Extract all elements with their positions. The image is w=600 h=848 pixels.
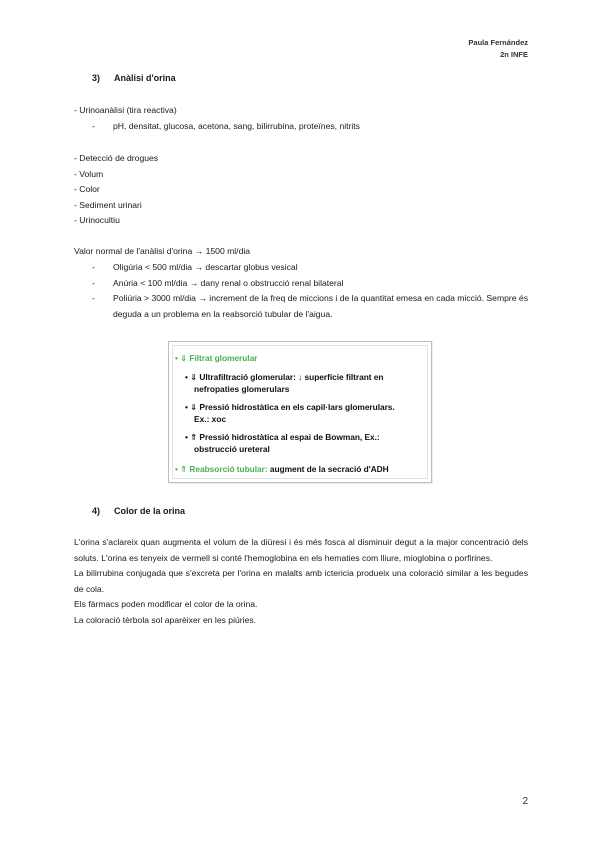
list-item: - Color bbox=[74, 184, 100, 195]
list-item: - Poliúria > 3000 ml/dia → increment de la freq de miccions i de la quantitat emesa en cada micció. Sempre és deguda a un problema en la reabsorció tubular de l'aigua. bbox=[92, 291, 528, 322]
urinoanalisi-item: - pH, densitat, glucosa, acetona, sang, bilirrubina, proteïnes, nitrits bbox=[92, 121, 360, 131]
figure-heading bbox=[175, 353, 257, 363]
figure-line-reabsorcio bbox=[175, 464, 389, 474]
figure-reabsorcio-label: • ⇑ Reabsorció tubular: bbox=[175, 464, 268, 474]
urinoanalisi-label: - Urinoanàlisi (tira reactiva) bbox=[74, 105, 177, 115]
list-item: - Urinocultiu bbox=[74, 215, 120, 226]
anuria-text: Anúria < 100 ml/dia → dany renal o obstrucció renal bilateral bbox=[113, 277, 344, 288]
list-item: - Volum bbox=[74, 168, 104, 179]
paragraph: La bilirrubina conjugada que s'excreta per l'orina en malalts amb ictericia produeix una coloració similar a les begudes de cola. bbox=[74, 568, 528, 594]
color-body bbox=[74, 535, 528, 629]
author-name: Paula Fernández bbox=[468, 38, 528, 47]
oliguria-text: Oligúria < 500 ml/dia → descartar globus vesical bbox=[113, 262, 298, 272]
valor-list bbox=[92, 260, 528, 322]
figure-line-pressio-bowman: • ⇑ Pressió hidrostàtica al espai de Bowman, Ex.: bbox=[185, 432, 380, 442]
valor-normal-intro: Valor normal de l'anàlisi d'orina → 1500 ml/dia bbox=[74, 246, 251, 256]
filtrat-glomerular-figure bbox=[168, 341, 432, 483]
poliuria-text: Poliúria > 3000 ml/dia → increment de la freq de miccions i de la quantitat emesa en cada micció. Sempre és deguda a un problema en la reabsorció tubular de l'aigua. bbox=[113, 293, 528, 319]
paragraph: La coloració tèrbola sol aparèixer en les piúries. bbox=[74, 614, 257, 625]
course-label: 2n INFE bbox=[500, 50, 528, 59]
list-item: - Sediment urinari bbox=[74, 199, 142, 210]
figure-heading-text: Filtrat glomerular bbox=[189, 353, 258, 363]
figure-line-pressio-bowman-2: obstrucció ureteral bbox=[194, 444, 270, 454]
section-3-heading bbox=[92, 73, 176, 83]
section-4-number: 4) bbox=[92, 506, 101, 516]
paragraph: Els fàrmacs poden modificar el color de la orina. bbox=[74, 599, 258, 610]
page-number: 2 bbox=[522, 796, 528, 807]
figure-line-pressio-capil: • ⇓ Pressió hidrostàtica en els capil·lars glomerulars. bbox=[185, 402, 395, 412]
section-3-title: Anàlisi d'orina bbox=[114, 73, 176, 83]
down-arrow-icon: • ⇓ bbox=[175, 353, 188, 363]
urinoanalisi-item-text: pH, densitat, glucosa, acetona, sang, bilirrubina, proteïnes, nitrits bbox=[113, 121, 360, 131]
figure-line-ultrafiltracio-2: nefropaties glomerulars bbox=[194, 384, 290, 394]
list-item: - Anúria < 100 ml/dia → dany renal o obstrucció renal bilateral bbox=[92, 277, 344, 288]
section-4-title: Color de la orina bbox=[114, 506, 186, 516]
list-item: - Detecció de drogues bbox=[74, 153, 159, 163]
list-item: - Oligúria < 500 ml/dia → descartar globus vesical bbox=[92, 262, 298, 272]
figure-reabsorcio-text: augment de la secració d'ADH bbox=[269, 464, 389, 474]
test-list bbox=[74, 151, 158, 229]
section-4-heading bbox=[92, 506, 185, 516]
figure-line-ultrafiltracio: • ⇓ Ultrafiltració glomerular: ↓ superfície filtrant en bbox=[185, 372, 384, 382]
page-header bbox=[468, 37, 528, 61]
figure-line-pressio-capil-2: Ex.: xoc bbox=[194, 414, 227, 424]
section-3-number: 3) bbox=[92, 73, 101, 83]
paragraph: L'orina s'aclareix quan augmenta el volum de la diüresi i és més fosca al disminuir degut a la major concentració dels soluts. L'orina es tenyeix de vermell si conté l'hemoglobina en els hematies com lliure, mioglobina o porfirines. bbox=[74, 537, 528, 563]
figure-inner-frame bbox=[172, 345, 428, 479]
